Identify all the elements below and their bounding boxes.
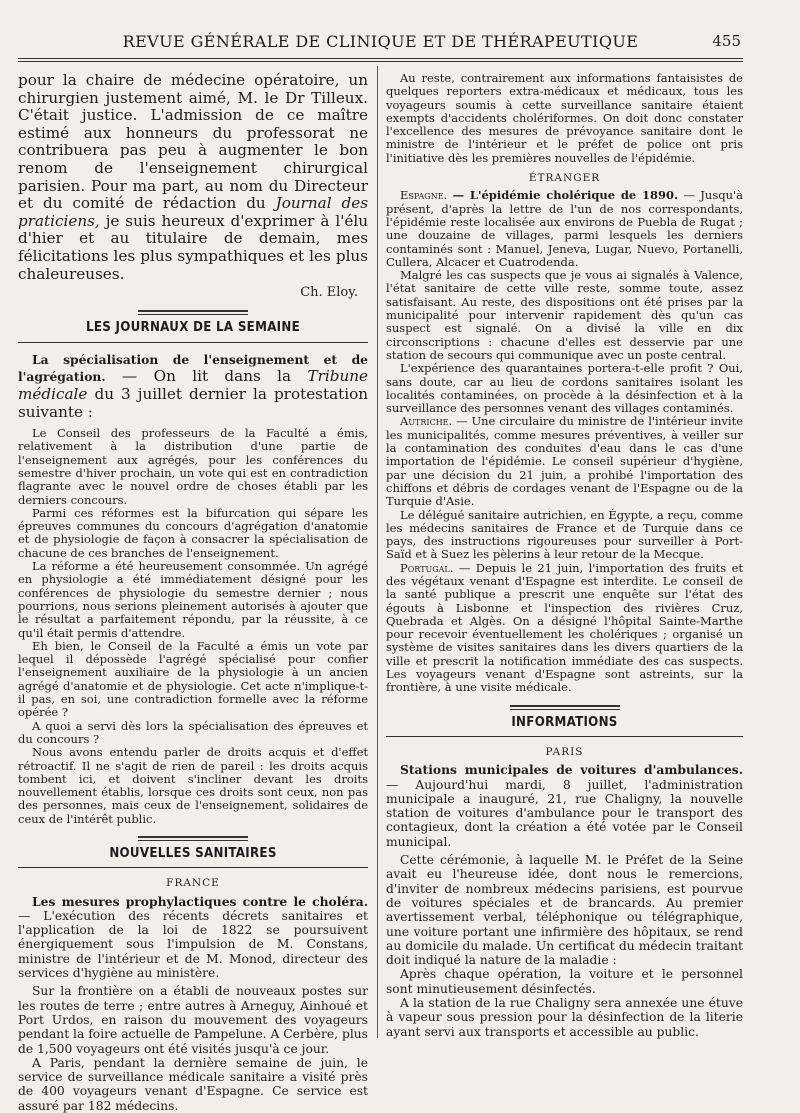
body-paragraph: Le délégué sanitaire autrichien, en Égypte, a reçu, comme les médecins sanitaires de France et de Turquie dans ce pays, des instructions rigoureuses pour surveiller à Port-Saïd et à Suez les pèlerins à leur retour de la Mecque. xyxy=(386,507,743,562)
quote-paragraph: A quoi a servi dès lors la spécialisation des épreuves et du concours ? xyxy=(18,718,368,746)
header-rule xyxy=(18,58,743,59)
ornament-rule xyxy=(510,705,620,707)
ornament-rule-thin xyxy=(138,314,248,315)
subsection-label-etranger: ÉTRANGER xyxy=(528,172,601,185)
spec-paragraph: La spécialisation de l'enseignement et de l'agrégation. — On lit dans la Tribune médicale du 3 juillet dernier la protestation suivante : xyxy=(18,351,369,421)
portugal-paragraph: Portugal. — Depuis le 21 juin, l'importation des fruits et des végétaux venant d'Espagne est interdite. Le conseil de la santé publique a prescrit une enquête sur l'état des égouts à Lisbonne et l'inspection des rivières Cruz, Quebrada et Algès. On a désigné l'hôpital Sainte-Marthe pour recevoir éventuellement les cholériques ; organisé un système de visites sanitaires dans les divers quartiers de la ville et prescrit la notification immédiate des cas suspects. Les voyageurs venant d'Espagne sont astreints, sur la frontière, à une visite médicale. xyxy=(386,560,743,695)
article-heading: — L'épidémie cholérique de 1890. xyxy=(452,188,678,203)
ornament-rule xyxy=(138,310,248,312)
section-title-informations: INFORMATIONS xyxy=(511,714,618,730)
quote-paragraph: Nous avons entendu parler de droits acquis et d'effet rétroactif. Il ne s'agit de rien de pareil : les droits acquis tombent ici, et doivent s'incliner devant les droits nouvellement établis, lorsque ces droits sont ceux, non pas des personnes, mais ceux de l'enseignement, solidaires de ceux de l'intérêt public. xyxy=(18,745,368,826)
quote-paragraph: Le Conseil des professeurs de la Faculté a émis, relativement à la distribution d'une partie de l'enseignement aux agrégés, pour les conférences du semestre d'hiver prochain, un vote qui est en contradiction flagrante avec le nouvel ordre de choses établi par les derniers concours. xyxy=(18,426,368,507)
body-paragraph: A la station de la rue Chaligny sera annexée une étuve à vapeur sous pression pour la désinfection de la literie ayant servi aux transports et accessible au public. xyxy=(386,996,743,1039)
subsection-label-france: FRANCE xyxy=(166,877,220,890)
section-underline xyxy=(386,736,743,737)
quote-paragraph: Parmi ces réformes est la bifurcation qui sépare les épreuves communes du concours d'agrégation d'anatomie et de physiologie de façon à consacrer la spécialisation de chacune de ces branches de l'enseignement. xyxy=(18,505,368,560)
article-heading: Les mesures prophylactiques contre le choléra. xyxy=(32,893,368,909)
column-divider xyxy=(377,66,378,1038)
body-paragraph: Malgré les cas suspects que je vous ai signalés à Valence, l'état sanitaire de cette ville reste, somme toute, assez satisfaisant. Au reste, des dispositions ont été prises par la municipalité pour intervenir rapidement dès qu'un cas suspect est signalé. On a divisé la ville en dix circonscriptions : chacune d'elles est desservie par une station de secours qui communique avec un poste central. xyxy=(386,268,743,362)
body-paragraph: Au reste, contrairement aux informations fantaisistes de quelques reporters extra-médicaux et médicaux, tous les voyageurs soumis à cette surveillance sanitaire étaient exempts d'accidents cholériformes. On doit donc constater l'excellence des mesures de prévoyance sanitaire dont le ministre de l'intérieur et le préfet de police ont pris l'initiative dès les premières nouvelles de l'épidémie. xyxy=(386,71,743,165)
article-heading: Stations municipales de voitures d'ambulances. xyxy=(400,762,743,778)
quote-paragraph: La réforme a été heureusement consommée. Un agrégé en physiologie a été immédiatement désigné pour les conférences de physiologie du semestre dernier ; nous pourrions, nous serions pleinement autorisés à ajouter que le résultat a parfaitement répondu, par la réussite, à ce qu'il était permis d'attendre. xyxy=(18,559,368,640)
country-label: Portugal. xyxy=(400,560,454,575)
espagne-paragraph: Espagne. — L'épidémie cholérique de 1890. — Jusqu'à présent, d'après la lettre de l'un de nos correspondants, l'épidémie reste localisée aux environs de Puebla de Rugat ; une douzaine de villages, parmi lesquels les derniers contaminés sont : Manuel, Jeneva, Lugar, Nuevo, Portanelli, Cullera, Alcacer et Cuatrodenda. xyxy=(386,188,744,269)
body-paragraph: Après chaque opération, la voiture et le personnel sont minutieusement désinfectés. xyxy=(386,967,743,996)
autriche-paragraph: Autriche. — Une circulaire du ministre de l'intérieur invite les municipalités, comme mesures préventives, à veiller sur la contamination des conduites d'eau dans le cas d'une importation de l'épidémie. Le conseil supérieur d'hygiène, par une décision du 21 juin, a prohibé l'importation des chiffons et débris de cordages venant de l'Espagne ou de la Turquie d'Asie. xyxy=(386,414,743,509)
body-paragraph: L'expérience des quarantaines portera-t-elle profit ? Oui, sans doute, car au lieu de cordons sanitaires isolant les localités contaminées, on procède à la désinfection et à la surveillance des personnes venant des villages contaminés. xyxy=(386,361,743,416)
running-header xyxy=(18,30,743,52)
header-rule-thin xyxy=(18,61,743,62)
country-label: Espagne. xyxy=(400,188,448,203)
left-column xyxy=(18,72,368,1113)
stations-paragraph: Stations municipales de voitures d'ambulances. — Aujourd'hui mardi, 8 juillet, l'administration municipale a inauguré, 21, rue Chaligny, la nouvelle station de voitures d'ambulance pour le transport des contagieux, dont la création a été votée par le Conseil municipal. xyxy=(386,762,743,849)
article-heading: La spécialisation de l'enseignement et de l'agrégation. xyxy=(18,351,368,385)
section-title-journaux: LES JOURNAUX DE LA SEMAINE xyxy=(85,320,301,336)
subsection-label-paris: PARIS xyxy=(545,745,584,758)
ornament-rule xyxy=(138,836,248,838)
page-number: 455 xyxy=(712,32,741,50)
body-paragraph: Cette cérémonie, à laquelle M. le Préfet de la Seine avait eu l'heureuse idée, dont nous le remercions, d'inviter de nombreux médecins parisiens, est pourvue de voitures spéciales et de brancards. Au premier avertissement verbal, téléphonique ou télégraphique, une voiture portant une infirmière des hôpitaux, se rend au domicile du malade. Un certificat du médecin traitant doit indiqué la nature de la maladie : xyxy=(386,853,743,968)
body-paragraph: Sur la frontière on a établi de nouveaux postes sur les routes de terre ; entre autres à Arneguy, Ainhoué et Port Urdos, en raison du mouvement des voyageurs pendant la foire actuelle de Pampelune. A Cerbère, plus de 1,500 voyageurs ont été visités jusqu'à ce jour. xyxy=(18,984,368,1056)
section-underline xyxy=(18,867,368,868)
intro-paragraph: pour la chaire de médecine opératoire, un chirurgien justement aimé, M. le Dr Tilleux. C'était justice. L'admission de ce maître estimé aux honneurs du professorat ne contribuera pas peu à augmenter le bon renom de l'enseignement chirurgical parisien. Pour ma part, au nom du Directeur et du comité de rédaction du Journal des praticiens, je suis heureux d'exprimer à l'élu d'hier et au titulaire de demain, mes félicitations les plus sympathiques et les plus chaleureuses. xyxy=(18,71,368,283)
country-label: Autriche. xyxy=(400,414,453,429)
section-title-nouvelles: NOUVELLES SANITAIRES xyxy=(109,846,277,861)
section-underline xyxy=(18,342,368,343)
ornament-rule-thin xyxy=(510,709,620,710)
right-column xyxy=(386,72,743,1039)
ornament-rule-thin xyxy=(138,840,248,841)
journal-title: REVUE GÉNÉRALE DE CLINIQUE ET DE THÉRAPEUTIQUE xyxy=(122,31,639,51)
quote-paragraph: Eh bien, le Conseil de la Faculté a émis un vote par lequel il dépossède l'agrégé spécialisé pour confier l'enseignement auxiliaire de la physiologie à un ancien agrégé d'anatomie et de physiologie. Cet acte n'implique-t-il pas, en soi, une contradiction formelle avec la réforme opérée ? xyxy=(18,638,368,720)
body-paragraph: A Paris, pendant la dernière semaine de juin, le service de surveillance médicale sanitaire a visité près de 400 voyageurs venant d'Espagne. Ce service est assuré par 182 médecins. xyxy=(18,1055,368,1113)
signature: Ch. Eloy. xyxy=(300,285,358,301)
journal-name: Journal des praticiens, xyxy=(18,194,368,230)
cholera-paragraph: Les mesures prophylactiques contre le choléra. — L'exécution des récents décrets sanitaires et l'application de la loi de 1822 se poursuivent énergiquement sous l'impulsion de M. Constans, ministre de l'intérieur et de M. Monod, directeur des services d'hygiène au ministère. xyxy=(18,893,368,981)
